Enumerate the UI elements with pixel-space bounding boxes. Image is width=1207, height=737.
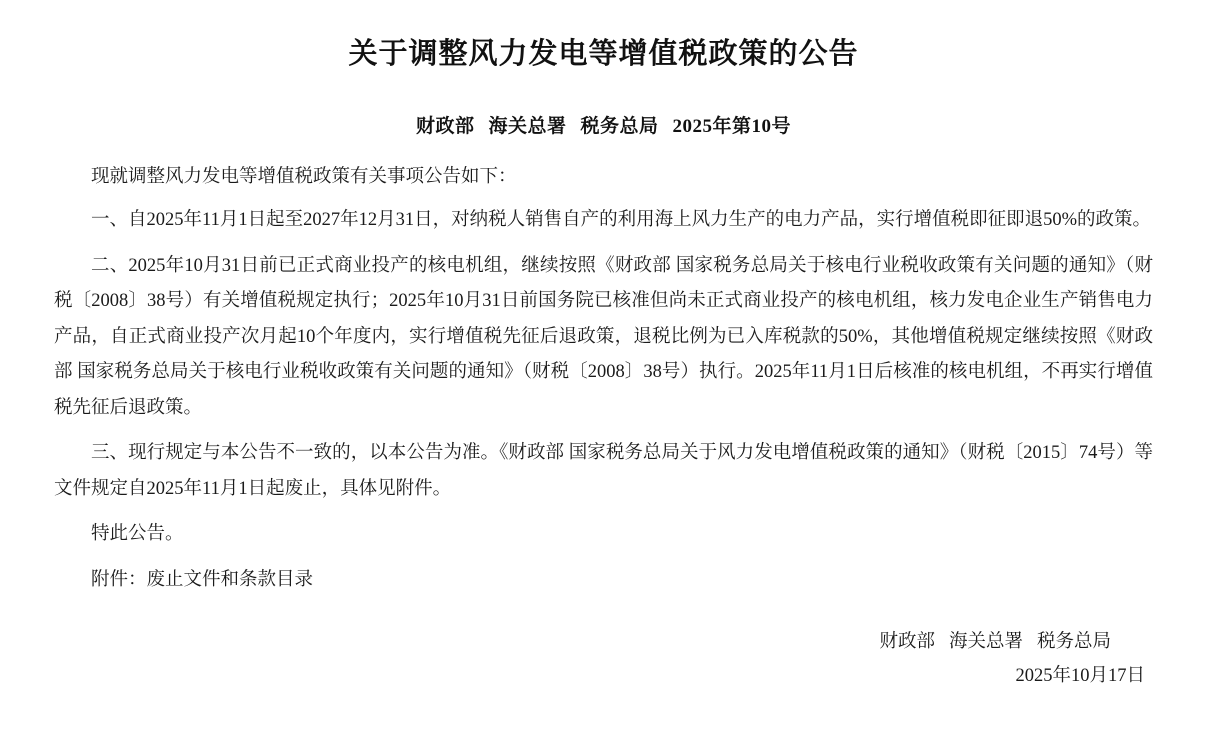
- document-issuers-line: [54, 111, 1153, 138]
- document-body: [54, 160, 1153, 599]
- signature-block: [54, 624, 1153, 661]
- signature-ministry-of-finance: 财政部: [879, 632, 935, 653]
- issuer-ministry-of-finance: 财政部: [415, 115, 475, 137]
- article-three: 三、现行规定与本公告不一致的，以本公告为准。《财政部 国家税务总局关于风力发电增值税政策的通知》（财税〔2015〕74号）等文件规定自2025年11月1日起废止，具体见附件。: [54, 443, 1153, 499]
- issuer-state-taxation-administration: 税务总局: [580, 115, 659, 137]
- page-title: 关于调整风力发电等增值税政策的公告: [348, 38, 859, 70]
- document-number: 2025年第10号: [672, 115, 792, 137]
- signature-general-administration-of-customs: 海关总署: [948, 632, 1023, 653]
- closing-statement: 特此公告。: [91, 524, 184, 545]
- issuer-general-administration-of-customs: 海关总署: [488, 115, 567, 137]
- attachment-note: 附件：废止文件和条款目录: [91, 569, 314, 590]
- article-one: 一、自2025年11月1日起至2027年12月31日，对纳税人销售自产的利用海上风力生产的电力产品，实行增值税即征即退50%的政策。: [91, 210, 1151, 231]
- article-two: 二、2025年10月31日前已正式商业投产的核电机组，继续按照《财政部 国家税务总局关于核电行业税收政策有关问题的通知》（财税〔2008〕38号）有关增值税规定执行；2025年10月31日前国务院已核准但尚未正式商业投产的核电机组，核力发电企业生产销售电力产品，自正式商业投产次月起10个年度内，实行增值税先征后退政策，退税比例为已入库税款的50%，其他增值税规定继续按照《财政部 国家税务总局关于核电行业税收政策有关问题的通知》（财税〔2008〕38号）执行。2025年11月1日后核准的核电机组，不再实行增值税先征后退政策。: [54, 255, 1153, 418]
- signature-date: 2025年10月17日: [1015, 666, 1145, 687]
- opening-paragraph: 现就调整风力发电等增值税政策有关事项公告如下：: [91, 166, 517, 187]
- signature-state-taxation-administration: 税务总局: [1036, 632, 1111, 653]
